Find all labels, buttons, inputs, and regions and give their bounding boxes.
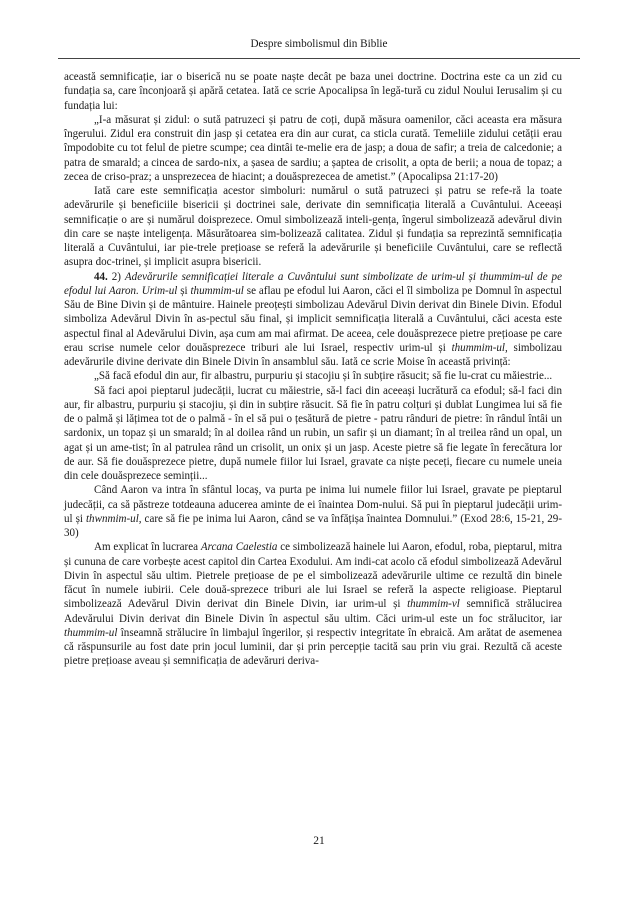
text-run: semnifică strălucirea Adevărului Divin derivat din Binele Divin în aspectul său ultim. Căci urim-ul este un foc strălucitor, iar	[64, 598, 562, 625]
italic-text: thummim-ul,	[451, 341, 508, 354]
paragraph	[64, 184, 562, 270]
italic-text: thummim-vl	[407, 598, 460, 611]
italic-text: Arcana Caelestia	[200, 541, 278, 554]
text-run: 2)	[107, 270, 125, 283]
paragraph	[64, 384, 562, 484]
text-run: Am explicat în lucrarea	[94, 541, 201, 554]
text-run: ce simbolizează hainele lui Aaron, efodul, roba, pieptarul, mitra și cununa de care vorbește acest capitol din Cartea Exodului. Am indi-cat acolo că efodul simbolizează Adevărul Divin în aspectul său ultim. Pietrele prețioase de pe el simbolizează adevărurile ultime ce rezultă din binele făcut în numele iubirii. Cele două-sprezece triburi ale lui Israel se referă la aspecte religioase. Pieptarul simbolizează Adevărul Divin derivat din Binele Divin, iar urim-ul și	[64, 541, 562, 611]
paragraph	[64, 483, 562, 540]
text-run: „I-a măsurat și zidul: o sută patruzeci și patru de coți, după măsura oamenilor, căci aceasta era măsura îngerului. Zidul era construit din jasp și cetatea era din aur curat, ca sticla curată. Temeliile zidului cetății erau împodobite cu tot felul de pietre scumpe; cea dintâi te-melie era de jasp; a doua de safir; a treia de calcedonie; a patra de smarald; a cincea de sardo-nix, a șasea de sardiu; a șaptea de crisolit, a opta de berii; a noua de topaz; a zecea de criso-praz; a unsprezecea de hiacint; a douăsprezecea de ametist.” (Apocalipsa 21:17-20)	[64, 113, 562, 183]
text-run: care să fie pe inima lui Aaron, când se va înfățișa înaintea Domnului.” (Exod 28:6, 15-21, 29-30)	[64, 512, 563, 539]
italic-text: thummim-ul	[64, 626, 118, 639]
text-run: această semnificație, iar o biserică nu se poate naște decât pe baza unei doctrine. Doctrina este ca un zid cu fundația sa, care înconjoară și apără cetatea. Iată ce scrie Apocalipsa în legă-tură cu zidul Noului Ierusalim și cu fundația lui:	[64, 71, 562, 112]
paragraph	[64, 540, 562, 668]
body-text	[64, 70, 562, 669]
paragraph	[64, 70, 562, 113]
text-run: se aflau pe efodul lui Aaron, căci el îl simboliza pe Domnul în aspectul Său de Bine Divin și de mântuire. Hainele preoțești simbolizau Adevărul Divin derivat din Binele Divin. Efodul simboliza Adevărul Divin în as-pectul său final, și implicit semnificația literală a Cuvântului, căci acesta este aspectul final al Adevărului Divin, așa cum am mai afirmat. De aceea, cele douăsprezece pietre prețioase pe care erau scrise numele celor douăsprezece triburi ale lui Israel, respectiv urim-ul și	[64, 284, 562, 354]
paragraph	[64, 369, 562, 383]
paragraph	[64, 270, 562, 370]
section-number: 44.	[94, 270, 108, 283]
header-rule	[58, 58, 580, 59]
text-run: și	[177, 284, 191, 297]
italic-text: Adevărurile semnificației literale a Cuvântului sunt simbolizate de urim-ul și thummim-ul de pe efodul lui Aaron. Urim-ul	[64, 270, 562, 297]
text-run: Să faci apoi pieptarul judecății, lucrat cu măiestrie, să-l faci din aceeași lucrătură ca efodul; să-l faci din aur, fir albastru, purpuriu și stacojiu, și din in subțire răsucit. Să fie în patru colțuri și dublat Lungimea lui să fie de o palmă și lățimea tot de o palmă - în el să pui o țesătură de pietre - patru rânduri de pietre: în rândul întâi un sardonix, un topaz și un smarald; în al doilea rând un rubin, un safir și un diamant; în al treilea rând un opal, un agat și un ame-tist; în al patrulea rând un crisolit, un onix și un jasp. Aceste pietre să fie legate în ferecătura lor de aur. Să fie douăsprezece pietre, după numele fiilor lui Israel, gravate ca niște peceți, fiecare cu numele uneia din cele douăsprezece seminții...	[64, 384, 562, 482]
text-run: înseamnă strălucire în limbajul îngerilor, și respectiv integritate în ebraică. Am arătat de asemenea că răspunsurile au fost date prin jocul luminii, dar și prin percepție tacită sau prin viu grai. Rezultă că aceste pietre prețioase aveau și semnificația de adevăruri deriva-	[64, 626, 562, 668]
paragraph	[64, 113, 562, 184]
text-run: Iată care este semnificația acestor simboluri: numărul o sută patruzeci și patru se refe-ră la toate adevărurile și beneficiile bisericii și doctrinei sale, derivate din semnificația literală a Cuvântului. Aceeași semnificație o are și numărul doisprezece. Omul simbolizează inteli-gența, îngerul simbolizează adevărul divin din care se naște inteligența. Măsurătoarea sim-bolizează calitatea. Zidul și fundația sa reprezintă semnificația literală a Cuvântului, iar pie-trele prețioase se referă la adevărurile și beneficiile Cuvântului, care se reflectă asupra doc-trinei, și implicit asupra bisericii.	[64, 185, 562, 269]
text-run: „Să facă efodul din aur, fir albastru, purpuriu și stacojiu și în subțire răsucit; să fie lu-crat cu măiestrie...	[94, 370, 553, 383]
italic-text: thwnmim-ul,	[85, 512, 142, 525]
text-run: Când Aaron va intra în sfântul locaș, va purta pe inima lui numele fiilor lui Israel, gravate pe pieptarul judecății, ca să păstreze totdeauna aducerea aminte de ei înaintea Dom-nului. Să pui în pieptarul judecății urim-ul și	[64, 484, 562, 525]
page-number: 21	[313, 835, 325, 847]
running-header: Despre simbolismul din Biblie	[250, 38, 388, 50]
text-run: simbolizau adevărurile divine derivate din Binele Divin în ansamblul său. Iată ce scrie Moise în această privință:	[64, 341, 563, 368]
italic-text: thummim-ul	[190, 284, 244, 297]
